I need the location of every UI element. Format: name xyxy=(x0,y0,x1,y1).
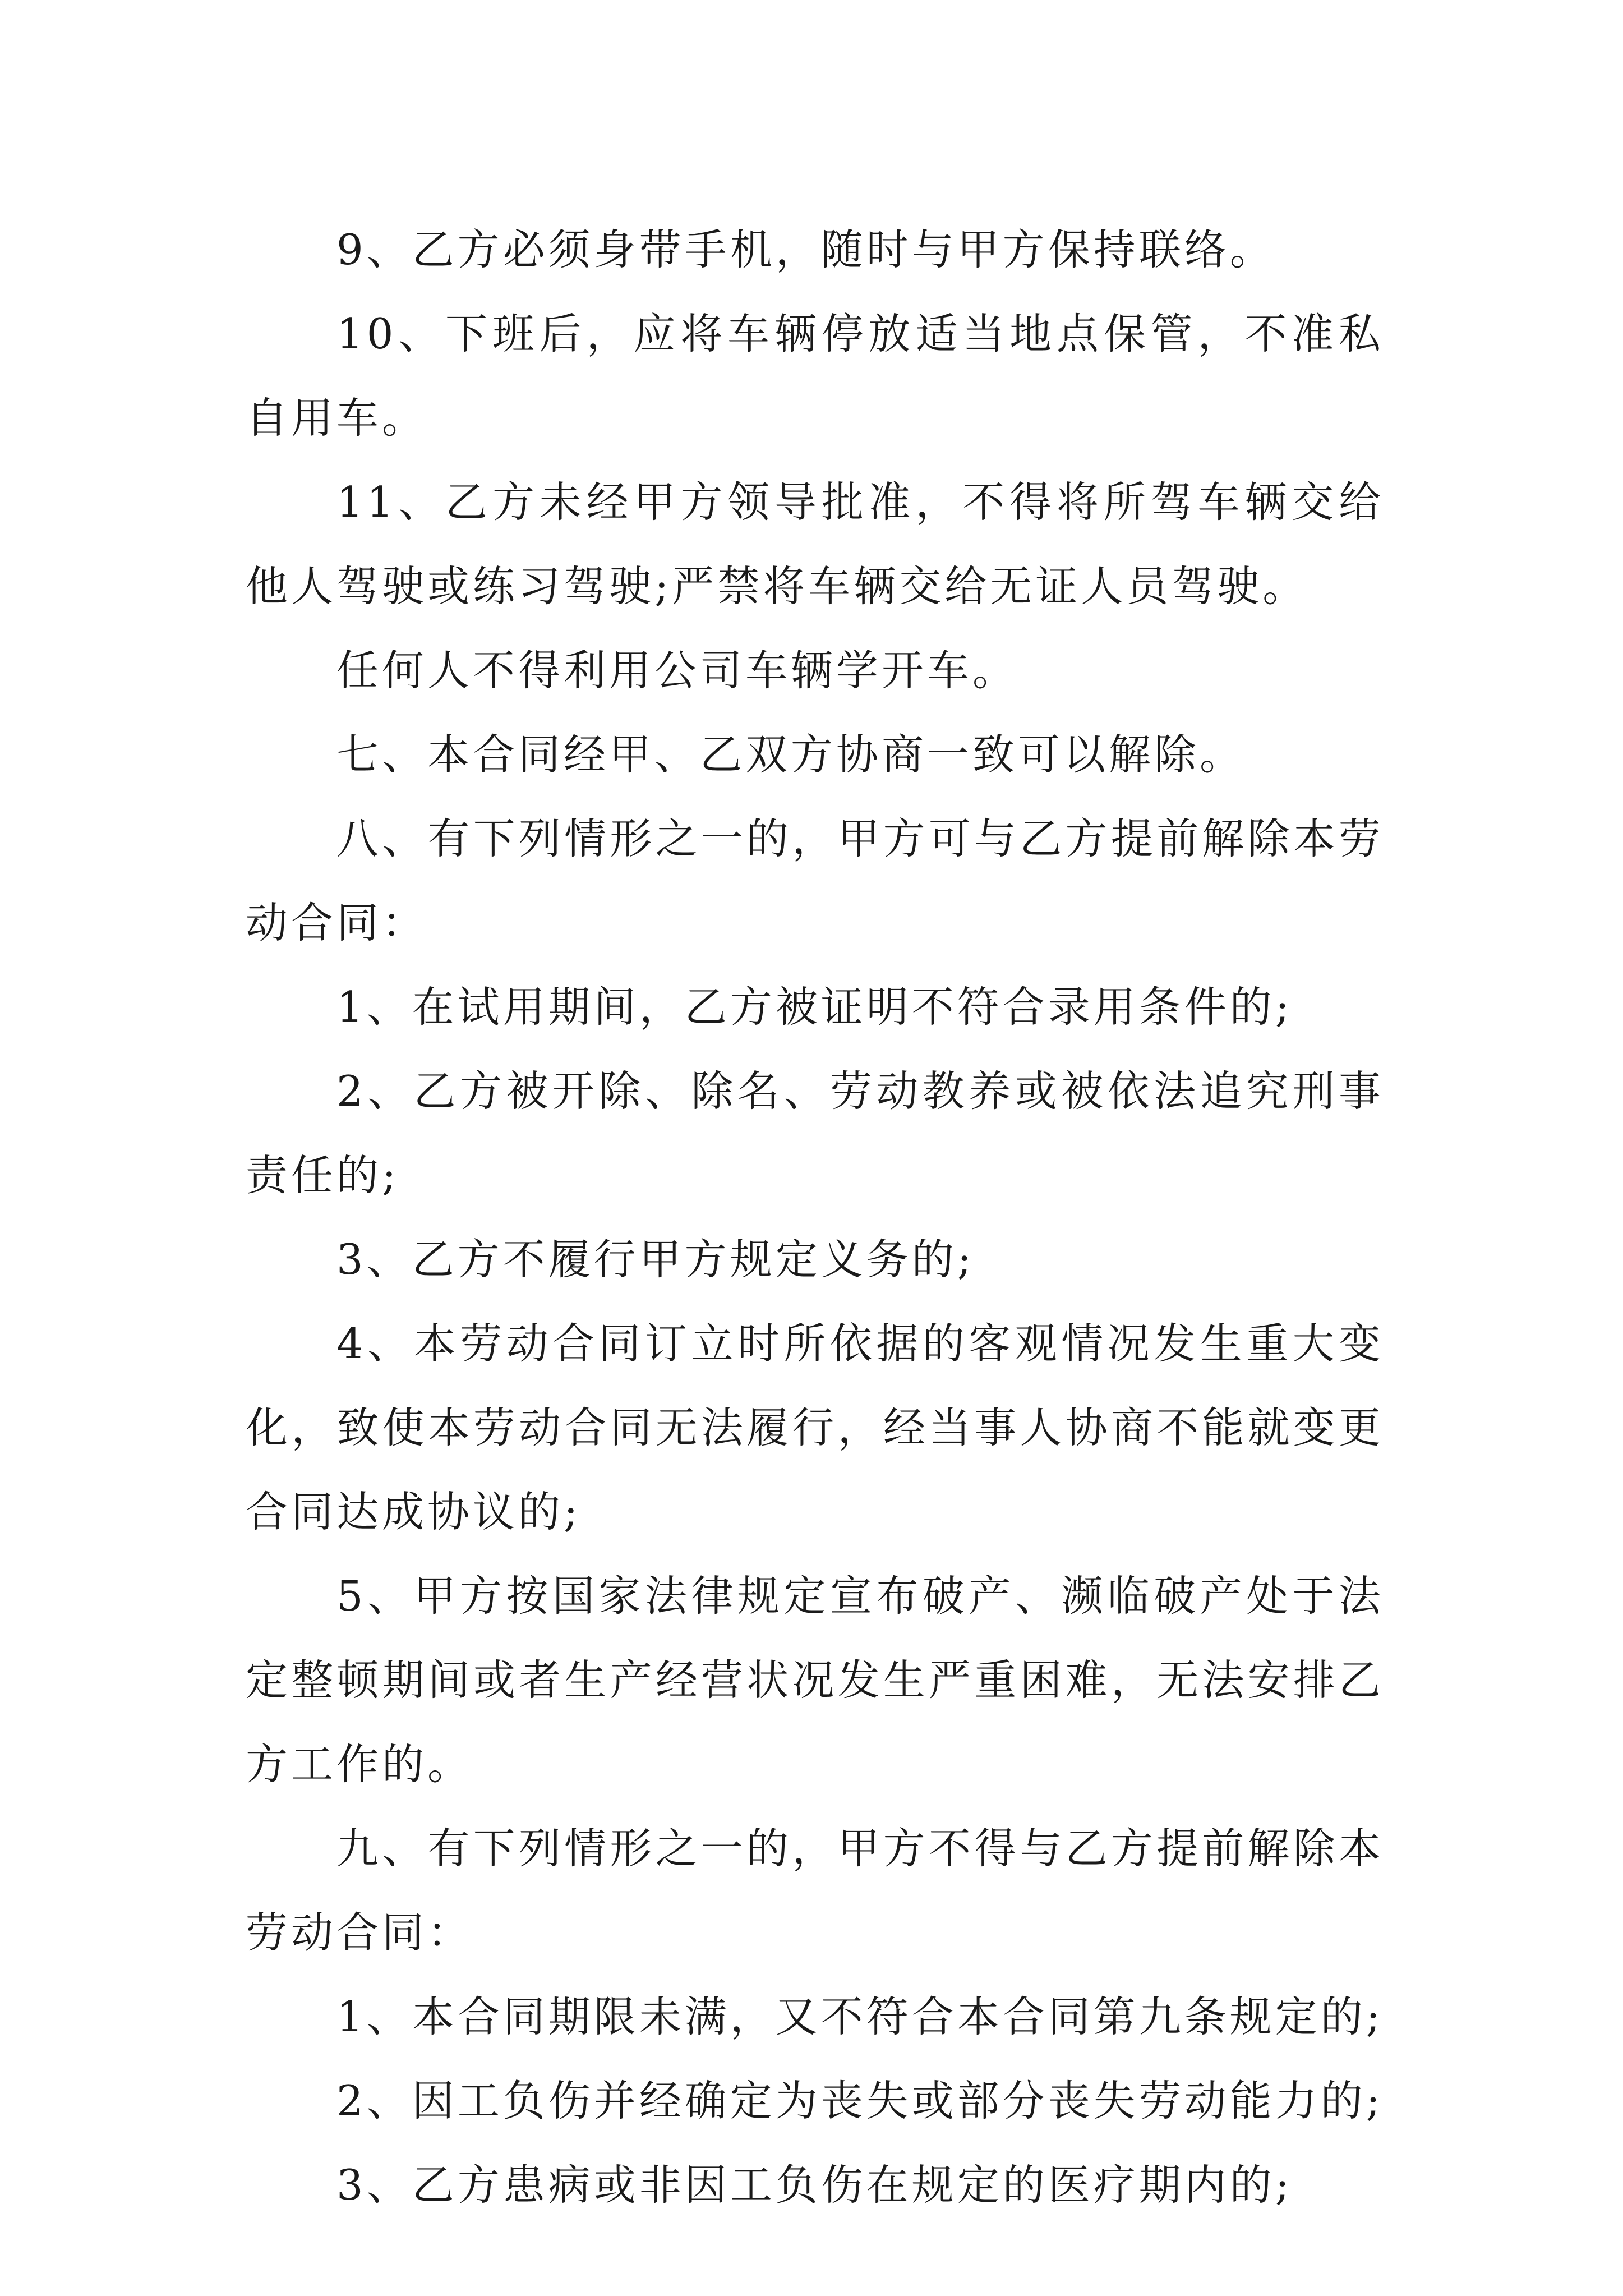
paragraph-article-8-item-1: 1、在试用期间，乙方被证明不符合录用条件的; xyxy=(336,982,1293,1032)
paragraph-article-8-item-4: 4、本劳动合同订立时所依据的客观情况发生重大变化，致使本劳动合同无法履行，经当事人协商不能就变更合同达成协议的; xyxy=(246,1319,1384,1536)
paragraph-clause-11: 11、乙方未经甲方领导批准，不得将所驾车辆交给他人驾驶或练习驾驶;严禁将车辆交给无证人员驾驶。 xyxy=(246,477,1384,611)
paragraph-article-8-item-2: 2、乙方被开除、除名、劳动教养或被依法追究刑事责任的; xyxy=(246,1066,1384,1200)
paragraph-clause-10: 10、下班后，应将车辆停放适当地点保管，不准私自用车。 xyxy=(246,309,1384,443)
paragraph-article-9: 九、有下列情形之一的，甲方不得与乙方提前解除本劳动合同： xyxy=(246,1824,1384,1957)
paragraph-article-8-item-5: 5、甲方按国家法律规定宣布破产、濒临破产处于法定整顿期间或者生产经营状况发生严重困难，无法安排乙方工作的。 xyxy=(246,1571,1384,1789)
paragraph-article-9-item-2: 2、因工负伤并经确定为丧失或部分丧失劳动能力的; xyxy=(336,2076,1384,2125)
paragraph-article-8: 八、有下列情形之一的，甲方可与乙方提前解除本劳动合同： xyxy=(246,814,1384,947)
paragraph-article-9-item-3: 3、乙方患病或非因工负伤在规定的医疗期内的; xyxy=(336,2160,1293,2210)
paragraph-article-7: 七、本合同经甲、乙双方协商一致可以解除。 xyxy=(336,730,1246,779)
paragraph-article-9-item-1: 1、本合同期限未满，又不符合本合同第九条规定的; xyxy=(336,1992,1384,2041)
paragraph-clause-9: 9、乙方必须身带手机，随时与甲方保持联络。 xyxy=(336,225,1275,274)
paragraph-no-learning: 任何人不得利用公司车辆学开车。 xyxy=(336,646,1018,695)
document-body xyxy=(246,208,1384,2227)
paragraph-article-8-item-3: 3、乙方不履行甲方规定义务的; xyxy=(336,1235,975,1284)
